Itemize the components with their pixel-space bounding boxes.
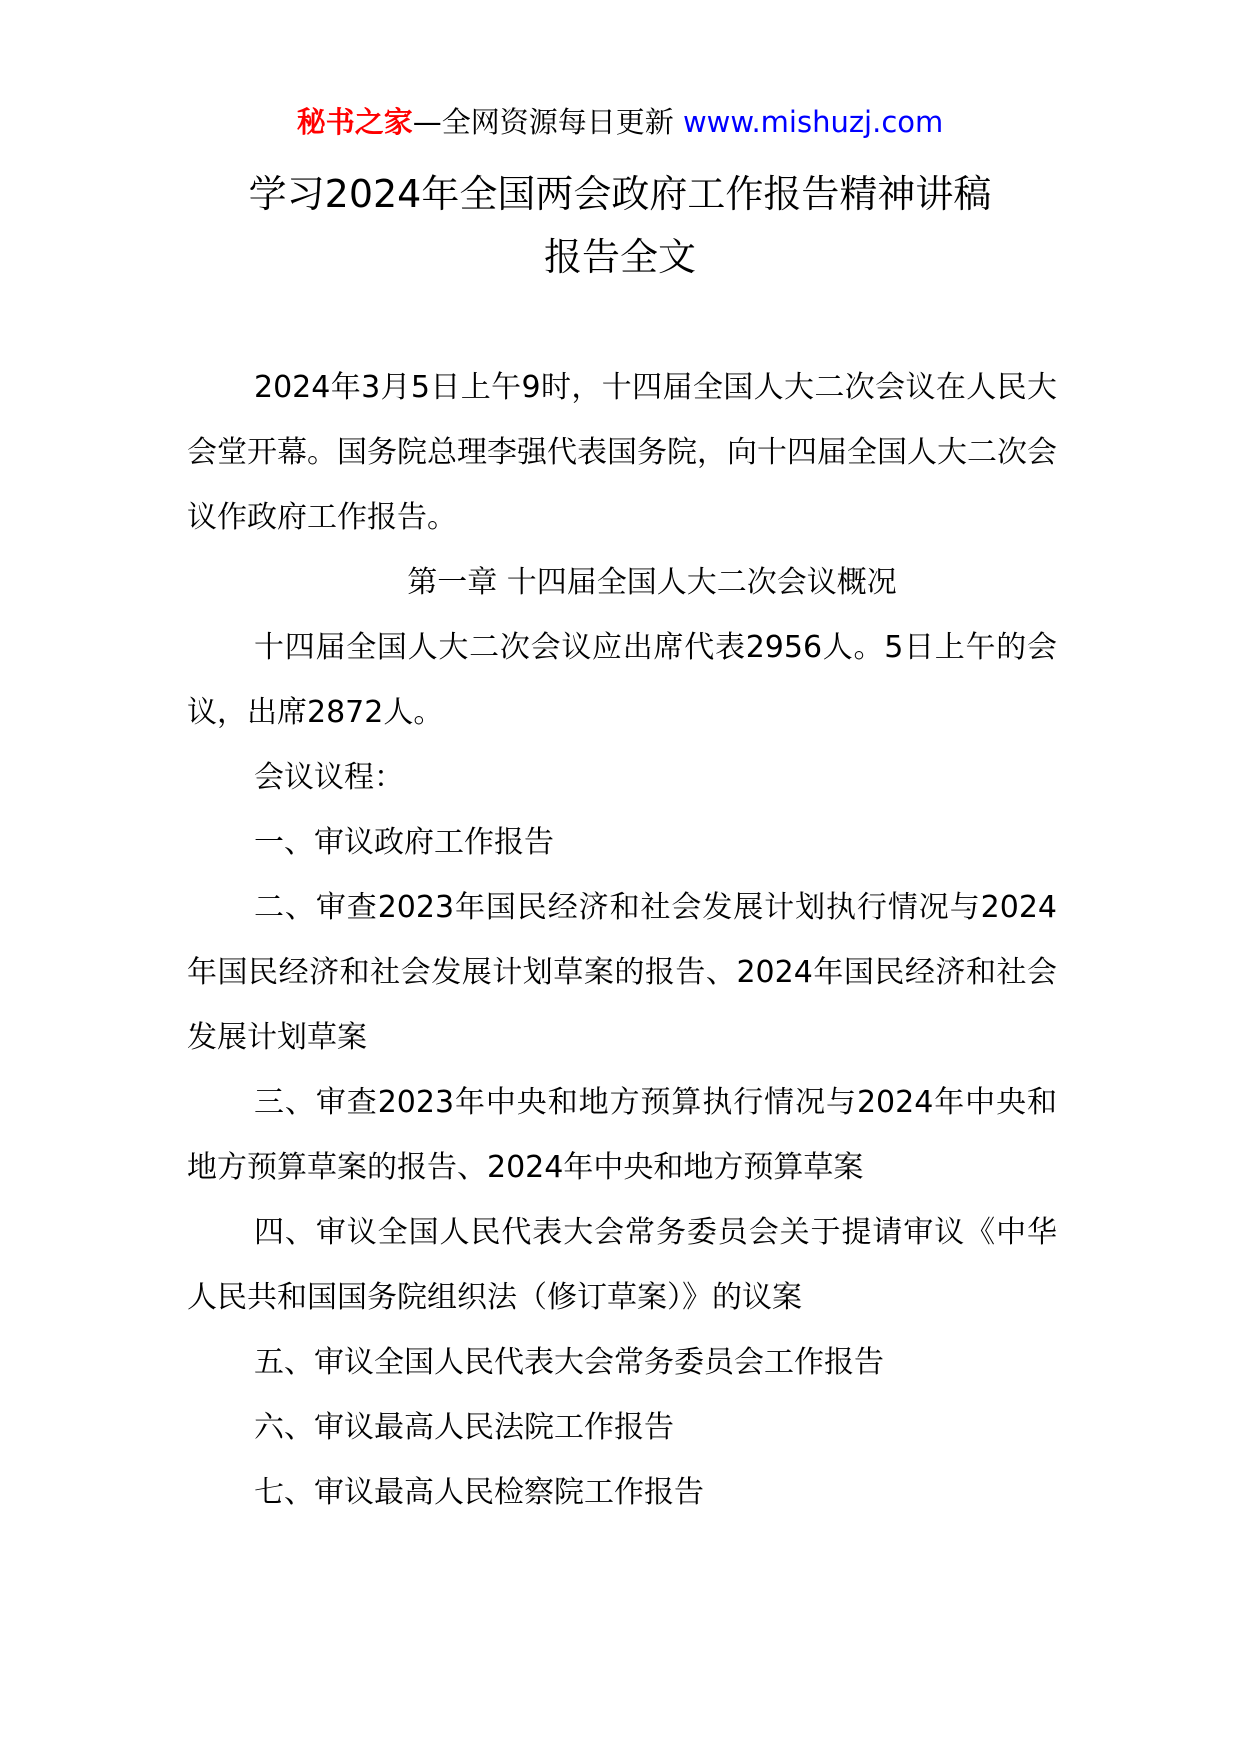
document-body xyxy=(187,355,1057,1525)
agenda-item: 二、审查2023年国民经济和社会发展计划执行情况与2024年国民经济和社会发展计划草案的报告、2024年国民经济和社会发展计划草案 xyxy=(187,890,1057,1055)
agenda-item: 一、审议政府工作报告 xyxy=(254,825,554,860)
agenda-item: 三、审查2023年中央和地方预算执行情况与2024年中央和地方预算草案的报告、2024年中央和地方预算草案 xyxy=(187,1085,1057,1185)
site-url-link[interactable]: www.mishuzj.com xyxy=(682,105,944,139)
agenda-label: 会议议程： xyxy=(254,760,404,795)
agenda-item: 七、审议最高人民检察院工作报告 xyxy=(254,1475,704,1510)
agenda-item: 六、审议最高人民法院工作报告 xyxy=(254,1410,674,1445)
agenda-item: 四、审议全国人民代表大会常务委员会关于提请审议《中华人民共和国国务院组织法（修订草案）》的议案 xyxy=(187,1215,1057,1315)
site-header xyxy=(0,102,1240,142)
brand-name: 秘书之家 xyxy=(296,105,413,139)
attendance-paragraph: 十四届全国人大二次会议应出席代表2956人。5日上午的会议，出席2872人。 xyxy=(187,630,1057,730)
agenda-item: 五、审议全国人民代表大会常务委员会工作报告 xyxy=(254,1345,884,1380)
chapter-heading: 第一章 十四届全国人大二次会议概况 xyxy=(407,565,897,600)
document-title-line-2: 报告全文 xyxy=(543,235,696,279)
intro-paragraph: 2024年3月5日上午9时，十四届全国人大二次会议在人民大会堂开幕。国务院总理李强代表国务院，向十四届全国人大二次会议作政府工作报告。 xyxy=(187,370,1057,535)
site-slogan: —全网资源每日更新 xyxy=(412,105,683,139)
document-title-line-1: 学习2024年全国两会政府工作报告精神讲稿 xyxy=(248,172,992,216)
